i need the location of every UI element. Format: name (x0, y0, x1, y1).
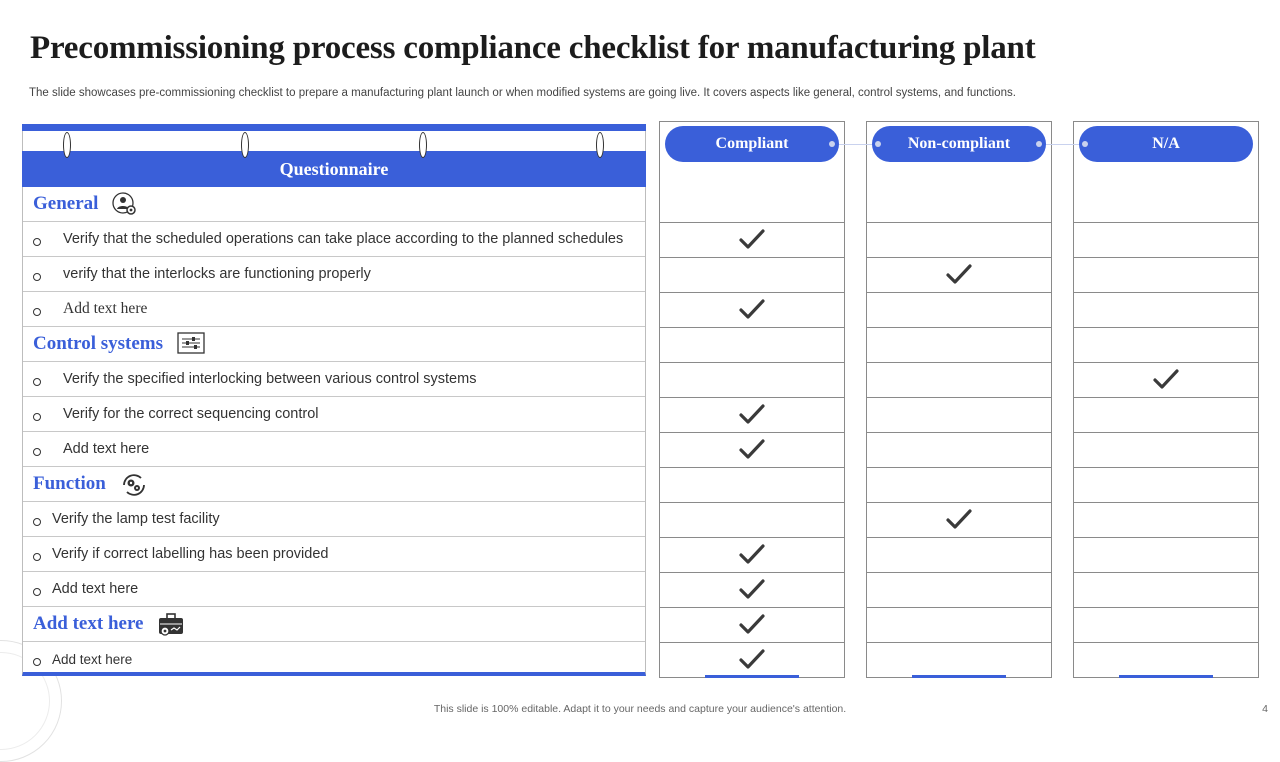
page-number: 4 (1262, 703, 1268, 715)
check-icon (738, 227, 766, 251)
bullet-icon (33, 378, 41, 386)
questionnaire-card (22, 124, 646, 676)
column-row-divider (867, 362, 1051, 363)
column-row-divider (867, 642, 1051, 643)
column-row-divider (660, 397, 844, 398)
section-row (23, 607, 645, 642)
checklist-item (23, 502, 645, 537)
column-row-divider (867, 257, 1051, 258)
column-bottom-accent (1119, 675, 1213, 678)
column-bottom-accent (912, 675, 1006, 678)
checklist-item-text: verify that the interlocks are functioning properly (63, 266, 371, 282)
checklist-item-text: Verify the specified interlocking between various control systems (63, 371, 477, 387)
column-row-divider (660, 362, 844, 363)
bullet-icon (33, 308, 41, 316)
bullet-icon (33, 273, 41, 281)
column-row-divider (1074, 572, 1258, 573)
card-top-bar (22, 124, 646, 131)
column-row-divider (660, 572, 844, 573)
column-row-divider (660, 607, 844, 608)
checklist-item-text: Verify for the correct sequencing control (63, 406, 319, 422)
check-icon (738, 542, 766, 566)
column-row-divider (660, 292, 844, 293)
column-row-divider (660, 502, 844, 503)
column-row-divider (867, 432, 1051, 433)
connector-dot (875, 141, 881, 147)
page-subtitle: The slide showcases pre-commissioning checklist to prepare a manufacturing plant launch or when modified systems are going live. It covers aspects like general, control systems, and functions. (29, 87, 1016, 99)
connector-dot (829, 141, 835, 147)
checklist-item (23, 292, 645, 327)
checklist-item-text: Verify the lamp test facility (52, 511, 220, 527)
column-row-divider (1074, 257, 1258, 258)
section-row (23, 187, 645, 222)
column-row-divider (660, 327, 844, 328)
check-icon (738, 437, 766, 461)
check-icon (945, 262, 973, 286)
user-gear-icon (112, 191, 138, 217)
bullet-icon (33, 658, 41, 666)
check-icon (945, 507, 973, 531)
bullet-icon (33, 553, 41, 561)
column-row-divider (1074, 607, 1258, 608)
checklist-item-text: Add text here (63, 300, 148, 317)
check-icon (738, 612, 766, 636)
connector-dot (1082, 141, 1088, 147)
column-row-divider (867, 502, 1051, 503)
column-header-compliant: Compliant (665, 126, 839, 162)
column-row-divider (1074, 327, 1258, 328)
bullet-icon (33, 588, 41, 596)
column-row-divider (660, 467, 844, 468)
checklist-item-text: Verify that the scheduled operations can take place according to the planned schedules (63, 231, 624, 247)
checklist-item (23, 397, 645, 432)
column-row-divider (867, 607, 1051, 608)
checklist-item-text: Add text here (63, 441, 150, 457)
page-title: Precommissioning process compliance checklist for manufacturing plant (30, 30, 1036, 66)
section-label: General (33, 193, 99, 214)
check-icon (738, 402, 766, 426)
column-na (1073, 121, 1259, 678)
checklist-item (23, 222, 645, 257)
column-row-divider (1074, 467, 1258, 468)
checklist-item (23, 362, 645, 397)
column-bottom-accent (705, 675, 799, 678)
bullet-icon (33, 448, 41, 456)
checklist-item (23, 257, 645, 292)
column-row-divider (1074, 397, 1258, 398)
column-row-divider (867, 572, 1051, 573)
column-row-divider (1074, 362, 1258, 363)
column-row-divider (867, 327, 1051, 328)
column-header-na: N/A (1079, 126, 1253, 162)
footer-note: This slide is 100% editable. Adapt it to your needs and capture your audience's attention. (433, 703, 847, 715)
check-icon (738, 577, 766, 601)
checklist-item (23, 572, 645, 607)
checklist-item-text: Add text here (52, 581, 139, 597)
column-row-divider (660, 257, 844, 258)
column-row-divider (1074, 502, 1258, 503)
column-row-divider (867, 467, 1051, 468)
section-label: Add text here (33, 613, 144, 634)
checklist-item-text: Add text here (52, 652, 133, 667)
checklist-item (23, 537, 645, 572)
binder-ring-icon (596, 132, 604, 158)
column-row-divider (867, 292, 1051, 293)
binder-ring-icon (63, 132, 71, 158)
sliders-icon (177, 331, 203, 357)
section-label: Function (33, 473, 106, 494)
column-row-divider (660, 642, 844, 643)
section-row (23, 327, 645, 362)
bullet-icon (33, 238, 41, 246)
checklist-item (23, 432, 645, 467)
column-row-divider (1074, 292, 1258, 293)
column-header-non-compliant: Non-compliant (872, 126, 1046, 162)
column-row-divider (660, 222, 844, 223)
column-row-divider (1074, 432, 1258, 433)
column-row-divider (867, 537, 1051, 538)
binder-ring-icon (241, 132, 249, 158)
column-row-divider (867, 222, 1051, 223)
column-row-divider (1074, 537, 1258, 538)
gears-cycle-icon (120, 471, 146, 497)
column-row-divider (867, 397, 1051, 398)
check-icon (738, 297, 766, 321)
column-row-divider (660, 432, 844, 433)
bullet-icon (33, 518, 41, 526)
briefcase-gear-icon (157, 611, 183, 637)
column-row-divider (660, 537, 844, 538)
column-row-divider (1074, 222, 1258, 223)
questionnaire-header: Questionnaire (22, 151, 646, 187)
section-label: Control systems (33, 333, 164, 354)
column-non-compliant (866, 121, 1052, 678)
binder-ring-icon (419, 132, 427, 158)
connector-dot (1036, 141, 1042, 147)
section-row (23, 467, 645, 502)
column-row-divider (1074, 642, 1258, 643)
bullet-icon (33, 413, 41, 421)
check-icon (1152, 367, 1180, 391)
check-icon (738, 647, 766, 671)
checklist-item-text: Verify if correct labelling has been provided (52, 546, 329, 562)
checklist-item (23, 642, 645, 677)
